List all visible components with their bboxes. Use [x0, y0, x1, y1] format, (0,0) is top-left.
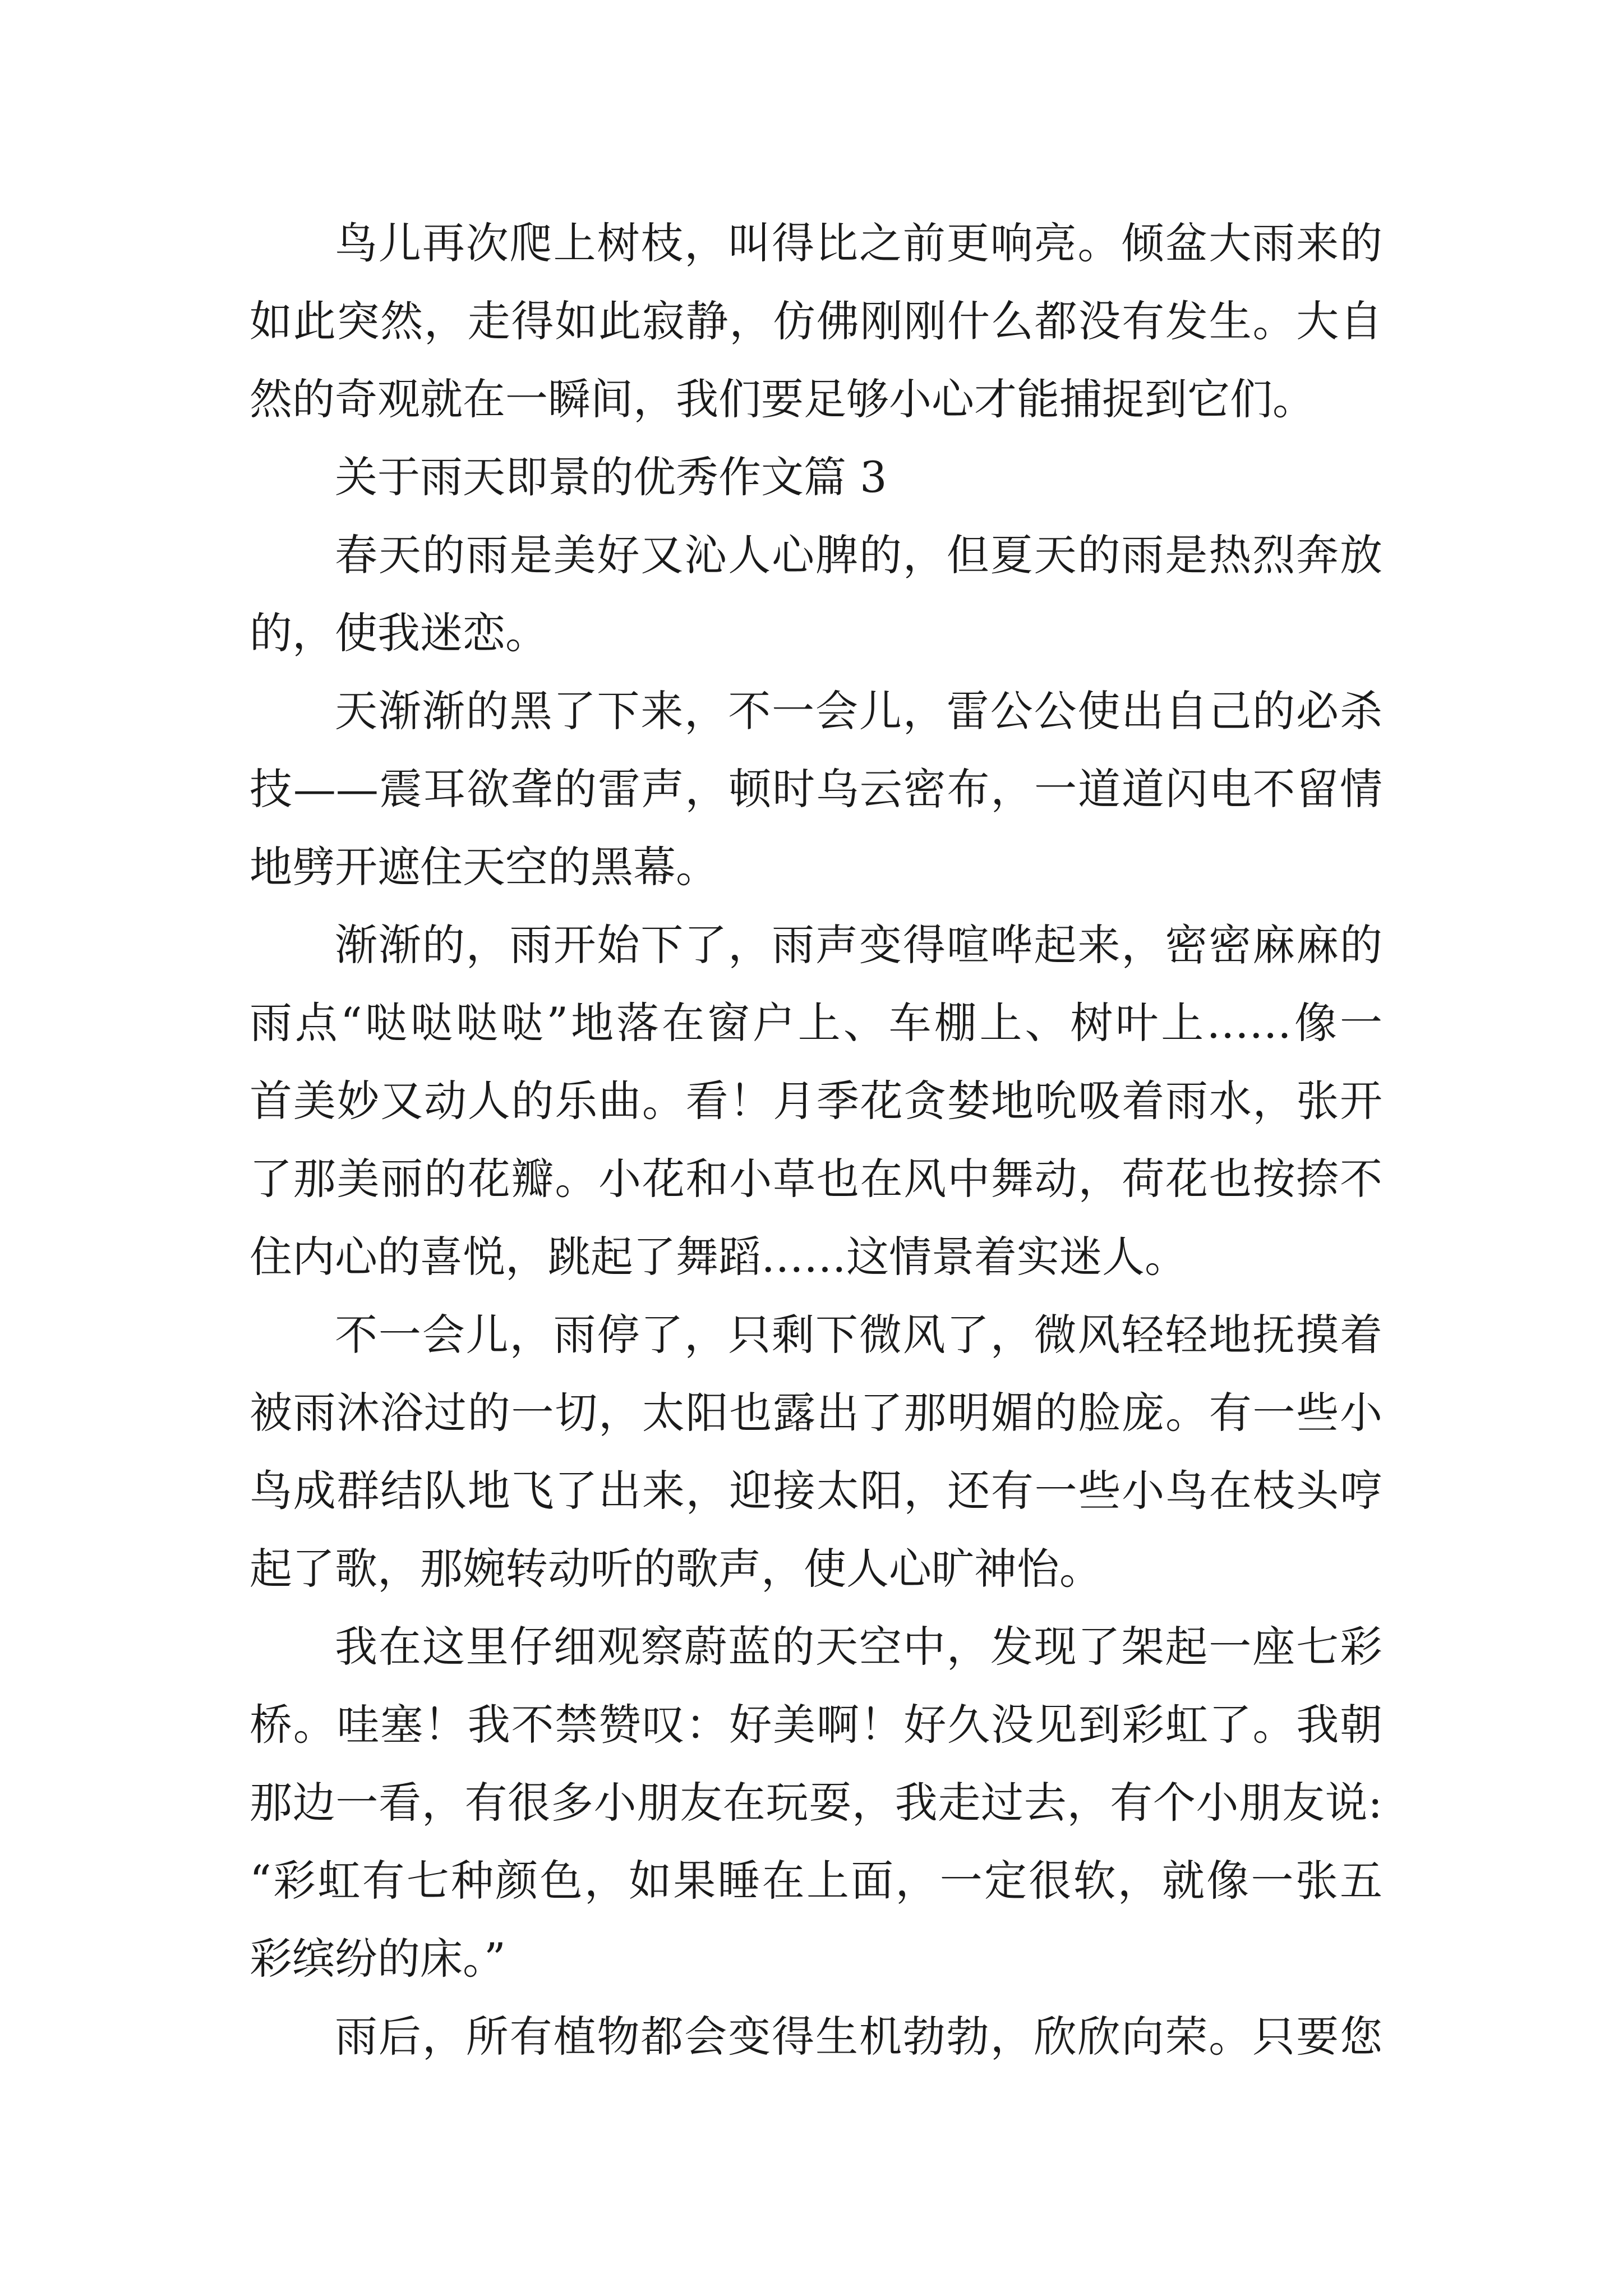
text-line: 了那美丽的花瓣。小花和小草也在风中舞动，荷花也按捺不: [250, 1154, 1382, 1204]
text-line: 的，使我迷恋。: [250, 608, 548, 658]
text-line: 那边一看，有很多小朋友在玩耍，我走过去，有个小朋友说:: [250, 1778, 1382, 1828]
text-line: 地劈开遮住天空的黑幕。: [250, 842, 718, 892]
text-line: 鸟成群结队地飞了出来，迎接太阳，还有一些小鸟在枝头哼: [250, 1466, 1382, 1516]
text-line: 雨后，所有植物都会变得生机勃勃，欣欣向荣。只要您: [335, 2012, 1382, 2062]
text-line: 技——震耳欲聋的雷声，顿时乌云密布，一道道闪电不留情: [250, 764, 1382, 814]
text-line: 首美妙又动人的乐曲。看！月季花贪婪地吮吸着雨水，张开: [250, 1076, 1382, 1126]
section-heading: 关于雨天即景的优秀作文篇 3: [335, 452, 887, 502]
text-line: 渐渐的，雨开始下了，雨声变得喧哗起来，密密麻麻的: [335, 920, 1382, 970]
text-line: 起了歌，那婉转动听的歌声，使人心旷神怡。: [250, 1544, 1102, 1594]
text-line: 雨点“哒哒哒哒”地落在窗户上、车棚上、树叶上……像一: [250, 998, 1382, 1048]
text-line: 不一会儿，雨停了，只剩下微风了，微风轻轻地抚摸着: [335, 1310, 1382, 1360]
text-line: 鸟儿再次爬上树枝，叫得比之前更响亮。倾盆大雨来的: [335, 218, 1382, 268]
text-line: 春天的雨是美好又沁人心脾的，但夏天的雨是热烈奔放: [335, 530, 1382, 580]
text-line: 如此突然，走得如此寂静，仿佛刚刚什么都没有发生。大自: [250, 296, 1382, 346]
text-line: 然的奇观就在一瞬间，我们要足够小心才能捕捉到它们。: [250, 374, 1315, 424]
text-line: 桥。哇塞！我不禁赞叹：好美啊！好久没见到彩虹了。我朝: [250, 1700, 1382, 1750]
text-line: 被雨沐浴过的一切，太阳也露出了那明媚的脸庞。有一些小: [250, 1388, 1382, 1438]
text-line: 天渐渐的黑了下来，不一会儿，雷公公使出自己的必杀: [335, 686, 1382, 736]
text-line: 住内心的喜悦，跳起了舞蹈……这情景着实迷人。: [250, 1232, 1187, 1282]
text-line: 我在这里仔细观察蔚蓝的天空中，发现了架起一座七彩: [335, 1622, 1382, 1672]
text-line: 彩缤纷的床。”: [250, 1934, 506, 1984]
text-line: “彩虹有七种颜色，如果睡在上面，一定很软，就像一张五: [250, 1856, 1382, 1906]
